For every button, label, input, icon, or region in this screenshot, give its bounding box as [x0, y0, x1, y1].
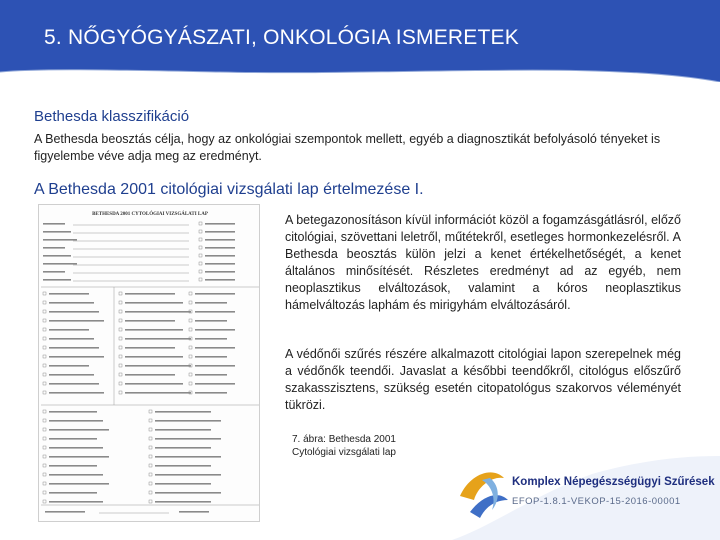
form-checkbox: [119, 382, 122, 385]
form-checkbox: [43, 373, 46, 376]
form-text-line: [49, 438, 97, 440]
form-text-line: [205, 263, 235, 265]
form-checkbox: [119, 328, 122, 331]
form-text-line: [205, 279, 235, 281]
form-checkbox: [189, 328, 192, 331]
form-text-line: [155, 465, 211, 467]
form-checkbox: [189, 373, 192, 376]
logo-project-code: EFOP-1.8.1-VEKOP-15-2016-00001: [512, 496, 681, 507]
form-text-line: [205, 223, 235, 225]
form-text-line: [49, 411, 97, 413]
form-text-line: [125, 365, 191, 367]
form-text-line: [125, 338, 191, 340]
form-checkbox: [43, 428, 46, 431]
form-checkbox: [149, 437, 152, 440]
form-text-line: [195, 347, 235, 349]
form-text-line: [155, 501, 211, 503]
form-checkbox: [119, 391, 122, 394]
form-text-line: [43, 279, 71, 281]
form-checkbox: [149, 482, 152, 485]
form-text-line: [49, 383, 99, 385]
form-checkbox: [149, 419, 152, 422]
form-text-line: [205, 239, 235, 241]
form-scan: [39, 205, 260, 522]
form-text-line: [43, 255, 71, 257]
form-checkbox: [119, 301, 122, 304]
form-text-line: [45, 511, 85, 513]
form-checkbox: [149, 428, 152, 431]
form-text-line: [195, 293, 235, 295]
form-text-line: [155, 438, 221, 440]
form-text-line: [195, 320, 227, 322]
form-checkbox: [149, 446, 152, 449]
form-text-line: [43, 239, 77, 241]
form-text-line: [125, 392, 191, 394]
form-checkbox: [119, 337, 122, 340]
form-description-paragraph: A betegazonosításon kívül információt közöl a fogamzásgátlásról, előző citológiai, szövettani leletről, műtétekről, esetleges hormonkezelésről. A Bethesda beosztás külön jelzi a kenet értékelhetőségét, a kenet általános minősítését. Részletes eredményt ad az egyéb, nem neoplasztikus elváltozások, valamint a kóros neoplasztikus hámelváltozás laphám és mirigyhám elváltozásáról.: [285, 213, 681, 312]
form-checkbox: [119, 310, 122, 313]
form-checkbox: [189, 355, 192, 358]
form-checkbox: [199, 270, 202, 273]
form-checkbox: [189, 382, 192, 385]
screening-paragraph: A védőnői szűrés részére alkalmazott citológiai lapon szerepelnek még a védőnők teendői. Javaslat a későbbi teendőkről, citológus előszűrő szakasszisztens, szükség esetén citopatológus szakorvos véleményét tükrözi.: [285, 347, 681, 412]
form-checkbox: [199, 222, 202, 225]
form-text-line: [49, 329, 89, 331]
form-title: BETHESDA 2001 CYTOLÓGIAI VIZSGÁLATI LAP: [92, 212, 208, 217]
form-checkbox: [43, 410, 46, 413]
form-checkbox: [149, 473, 152, 476]
form-text-line: [125, 356, 183, 358]
form-text-line: [195, 383, 235, 385]
form-text-line: [49, 447, 103, 449]
form-checkbox: [119, 355, 122, 358]
intro-paragraph: A Bethesda beosztás célja, hogy az onkológiai szempontok mellett, egyéb a diagnosztikát befolyásoló tényeket is figyelembe véve adja meg az eredményt.: [34, 132, 661, 163]
form-checkbox: [43, 382, 46, 385]
form-text-line: [49, 392, 104, 394]
form-text-line: [49, 293, 89, 295]
form-text-line: [49, 456, 109, 458]
form-text-line: [179, 511, 209, 513]
form-checkbox: [43, 464, 46, 467]
form-checkbox: [43, 446, 46, 449]
form-checkbox: [189, 292, 192, 295]
form-text-line: [49, 311, 99, 313]
form-checkbox: [199, 238, 202, 241]
form-checkbox: [199, 262, 202, 265]
form-checkbox: [43, 346, 46, 349]
form-checkbox: [43, 319, 46, 322]
form-text-line: [155, 492, 221, 494]
form-text-line: [155, 420, 221, 422]
form-text-line: [49, 474, 103, 476]
form-checkbox: [149, 500, 152, 503]
bethesda-form-image: [38, 204, 260, 522]
form-text-line: [49, 302, 94, 304]
form-text-line: [155, 429, 211, 431]
form-checkbox: [149, 410, 152, 413]
form-checkbox: [149, 464, 152, 467]
form-checkbox: [43, 328, 46, 331]
form-checkbox: [149, 491, 152, 494]
form-text-line: [195, 302, 227, 304]
form-checkbox: [119, 373, 122, 376]
form-text-line: [195, 392, 227, 394]
form-text-line: [49, 365, 89, 367]
form-checkbox: [43, 437, 46, 440]
form-checkbox: [199, 254, 202, 257]
form-text-line: [49, 420, 103, 422]
figure-caption: 7. ábra: Bethesda 2001 Cytológiai vizsgálati lap: [292, 434, 396, 458]
form-text-line: [155, 411, 211, 413]
form-checkbox: [119, 346, 122, 349]
form-text-line: [49, 374, 94, 376]
form-checkbox: [43, 500, 46, 503]
form-text-line: [49, 347, 99, 349]
form-checkbox: [43, 482, 46, 485]
form-text-line: [205, 255, 235, 257]
form-text-line: [49, 483, 109, 485]
form-text-line: [49, 492, 97, 494]
form-checkbox: [43, 292, 46, 295]
form-checkbox: [43, 419, 46, 422]
form-text-line: [49, 356, 104, 358]
form-text-line: [125, 374, 175, 376]
form-checkbox: [189, 301, 192, 304]
form-text-line: [205, 231, 235, 233]
form-checkbox: [199, 246, 202, 249]
form-text-line: [125, 293, 175, 295]
form-checkbox: [149, 455, 152, 458]
form-text-line: [195, 338, 227, 340]
form-checkbox: [199, 278, 202, 281]
form-text-line: [49, 465, 97, 467]
form-checkbox: [43, 364, 46, 367]
form-text-line: [195, 374, 227, 376]
form-checkbox: [43, 473, 46, 476]
header-banner: [0, 0, 720, 82]
form-text-line: [125, 329, 183, 331]
section-heading-bethesda: Bethesda klasszifikáció: [34, 108, 190, 125]
form-text-line: [205, 247, 235, 249]
form-checkbox: [43, 301, 46, 304]
form-text-line: [205, 271, 235, 273]
form-checkbox: [43, 391, 46, 394]
program-logo: [452, 456, 720, 540]
form-text-line: [195, 311, 235, 313]
form-checkbox: [199, 230, 202, 233]
form-checkbox: [43, 455, 46, 458]
form-text-line: [43, 231, 71, 233]
form-checkbox: [43, 491, 46, 494]
form-checkbox: [119, 364, 122, 367]
form-text-line: [43, 263, 77, 265]
form-text-line: [195, 356, 227, 358]
form-text-line: [195, 365, 235, 367]
logo-swirl-blue-icon: [470, 495, 508, 518]
form-text-line: [43, 223, 65, 225]
form-checkbox: [43, 310, 46, 313]
form-checkbox: [189, 346, 192, 349]
form-text-line: [125, 302, 183, 304]
section-heading-form: A Bethesda 2001 citológiai vizsgálati lap értelmezése I.: [34, 181, 424, 198]
form-text-line: [155, 483, 211, 485]
form-text-line: [43, 247, 65, 249]
form-checkbox: [189, 319, 192, 322]
page-title: 5. NŐGYÓGYÁSZATI, ONKOLÓGIA ISMERETEK: [44, 26, 519, 49]
form-text-line: [155, 474, 221, 476]
form-checkbox: [43, 337, 46, 340]
form-checkbox: [119, 292, 122, 295]
form-text-line: [125, 383, 183, 385]
form-text-line: [155, 456, 221, 458]
form-checkbox: [119, 319, 122, 322]
form-text-line: [49, 338, 94, 340]
form-text-line: [49, 429, 109, 431]
form-text-line: [195, 329, 235, 331]
form-text-line: [49, 320, 104, 322]
form-text-line: [49, 501, 103, 503]
logo-title: Komplex Népegészségügyi Szűrések: [512, 476, 715, 488]
form-text-line: [155, 447, 211, 449]
form-text-line: [43, 271, 65, 273]
form-text-line: [125, 311, 191, 313]
form-text-line: [125, 320, 175, 322]
form-checkbox: [43, 355, 46, 358]
form-text-line: [125, 347, 175, 349]
